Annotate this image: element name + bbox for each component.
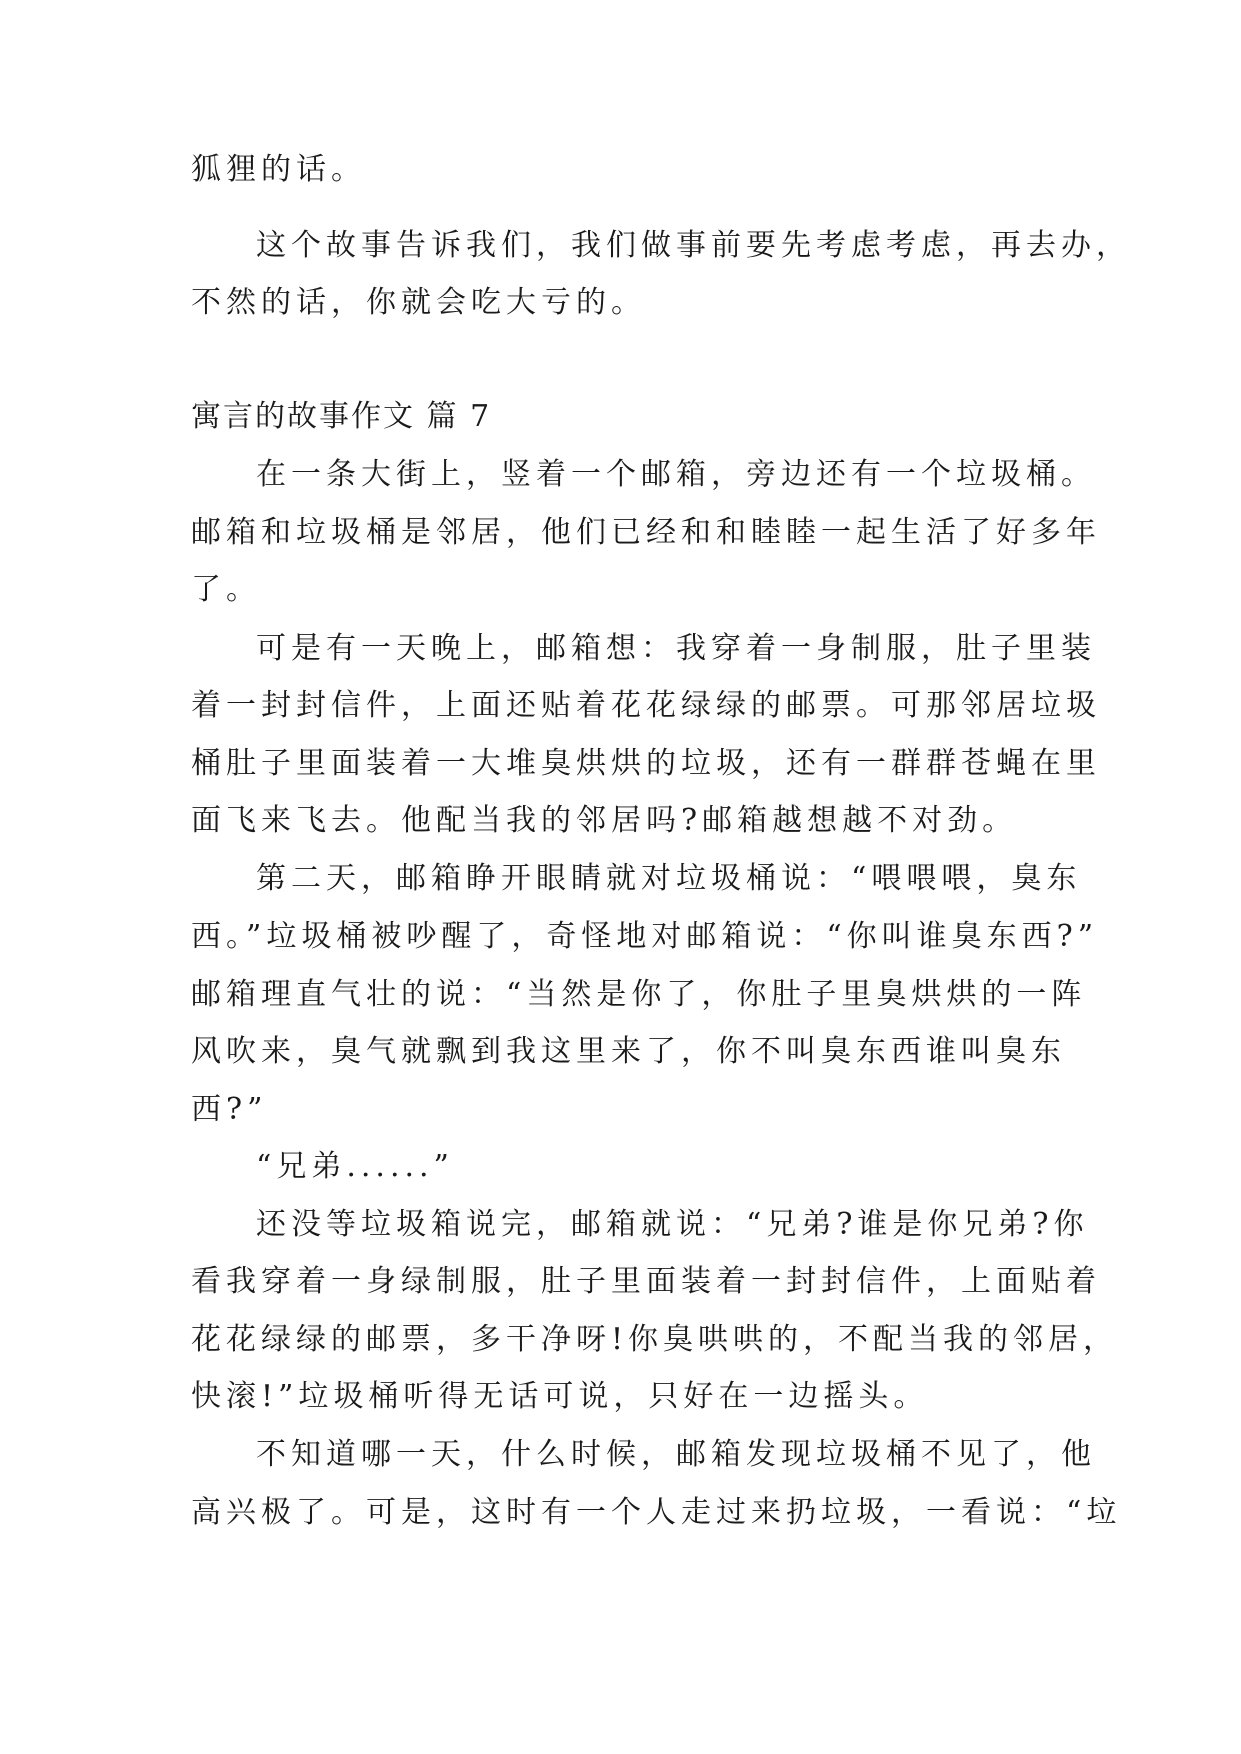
paragraph-line: 还没等垃圾箱说完，邮箱就说：“兄弟?谁是你兄弟?你 [256, 1207, 1089, 1242]
paragraph-line: “兄弟......” [256, 1149, 454, 1184]
paragraph-line: 了。 [191, 572, 261, 607]
paragraph-line: 花花绿绿的邮票，多干净呀!你臭哄哄的，不配当我的邻居， [191, 1322, 1119, 1357]
paragraph-line: 不知道哪一天，什么时候，邮箱发现垃圾桶不见了，他 [256, 1437, 1096, 1472]
section-heading: 寓言的故事作文 篇 7 [191, 399, 492, 434]
paragraph-line: 西?” [191, 1092, 268, 1127]
paragraph-line: 狐狸的话。 [191, 152, 366, 187]
paragraph-line: 快滚!”垃圾桶听得无话可说，只好在一边摇头。 [191, 1379, 929, 1414]
paragraph-line: 在一条大街上，竖着一个邮箱，旁边还有一个垃圾桶。 [256, 457, 1096, 492]
paragraph-line: 这个故事告诉我们，我们做事前要先考虑考虑，再去办， [256, 228, 1131, 263]
paragraph-line: 看我穿着一身绿制服，肚子里面装着一封封信件，上面贴着 [191, 1264, 1101, 1299]
paragraph-line: 高兴极了。可是，这时有一个人走过来扔垃圾，一看说：“垃 [191, 1495, 1122, 1530]
paragraph-line: 邮箱和垃圾桶是邻居，他们已经和和睦睦一起生活了好多年 [191, 515, 1101, 550]
paragraph-line: 风吹来，臭气就飘到我这里来了，你不叫臭东西谁叫臭东 [191, 1034, 1066, 1069]
paragraph-line: 着一封封信件，上面还贴着花花绿绿的邮票。可那邻居垃圾 [191, 688, 1101, 723]
paragraph-line: 面飞来飞去。他配当我的邻居吗?邮箱越想越不对劲。 [191, 803, 1018, 838]
paragraph-line: 邮箱理直气壮的说：“当然是你了，你肚子里臭烘烘的一阵 [191, 977, 1087, 1012]
paragraph-line: 西。”垃圾桶被吵醒了，奇怪地对邮箱说：“你叫谁臭东西?” [191, 919, 1099, 954]
paragraph-line: 桶肚子里面装着一大堆臭烘烘的垃圾，还有一群群苍蝇在里 [191, 746, 1101, 781]
paragraph-line: 不然的话，你就会吃大亏的。 [191, 285, 646, 320]
paragraph-line: 第二天，邮箱睁开眼睛就对垃圾桶说：“喂喂喂，臭东 [256, 861, 1082, 896]
paragraph-line: 可是有一天晚上，邮箱想：我穿着一身制服，肚子里装 [256, 631, 1096, 666]
